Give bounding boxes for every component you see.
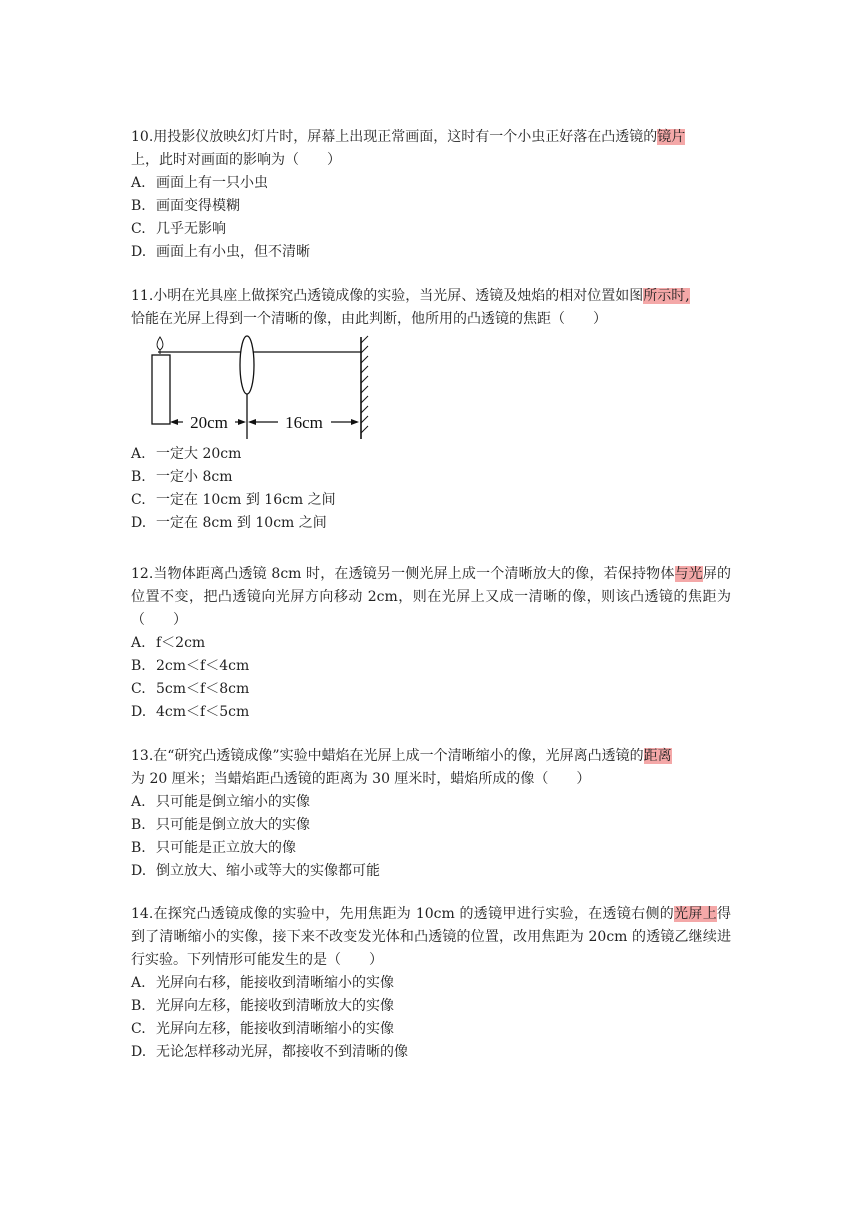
left-distance-label: 20cm bbox=[190, 413, 228, 432]
option-text: 2cm＜f＜4cm bbox=[156, 658, 250, 674]
convex-lens bbox=[240, 336, 254, 394]
option-text: 5cm＜f＜8cm bbox=[156, 681, 250, 697]
question-11 bbox=[131, 285, 731, 535]
option-label: A. bbox=[131, 635, 146, 651]
highlighted-text: 镜片 bbox=[657, 129, 686, 145]
option-a bbox=[131, 443, 731, 466]
option-label: B. bbox=[131, 198, 146, 214]
option-text: 光屏向左移，能接收到清晰缩小的实像 bbox=[156, 1021, 394, 1037]
option-text: 一定小 8cm bbox=[156, 469, 233, 485]
stem-text-continued: 恰能在光屏上得到一个清晰的像，由此判断，他所用的凸透镜的焦距（ ） bbox=[131, 311, 607, 327]
option-text: 光屏向左移，能接收到清晰放大的实像 bbox=[156, 998, 394, 1014]
option-d bbox=[131, 860, 731, 883]
option-label: A. bbox=[131, 175, 146, 191]
highlighted-text: 与光 bbox=[674, 566, 703, 582]
question-13 bbox=[131, 745, 731, 883]
option-d bbox=[131, 512, 731, 535]
question-12 bbox=[131, 563, 731, 724]
right-distance-label: 16cm bbox=[285, 413, 323, 432]
question-14 bbox=[131, 903, 731, 1064]
option-label: D. bbox=[131, 1044, 147, 1060]
stem-text: 13.在“研究凸透镜成像”实验中蜡焰在光屏上成一个清晰缩小的像，光屏离凸透镜的 bbox=[131, 748, 644, 764]
option-b bbox=[131, 814, 731, 837]
option-label: B. bbox=[131, 817, 146, 833]
question-stem bbox=[131, 745, 731, 791]
option-label: A. bbox=[131, 975, 146, 991]
option-b bbox=[131, 466, 731, 489]
optics-bench-diagram bbox=[131, 335, 381, 441]
option-label: C. bbox=[131, 221, 146, 237]
option-c bbox=[131, 218, 731, 241]
option-label: B. bbox=[131, 658, 146, 674]
option-text: 画面上有一只小虫 bbox=[156, 175, 268, 191]
option-text: 几乎无影响 bbox=[156, 221, 226, 237]
option-text: 一定大 20cm bbox=[156, 446, 242, 462]
option-text: 一定在 8cm 到 10cm 之间 bbox=[156, 515, 327, 531]
option-a bbox=[131, 791, 731, 814]
option-label: D. bbox=[131, 863, 147, 879]
stem-text-continued: 屏的位置不变，把凸透镜向光屏方向移动 2cm，则在光屏上又成一清晰的像，则该凸透镜的焦距为（ ） bbox=[131, 566, 732, 628]
option-label: A. bbox=[131, 446, 146, 462]
option-b bbox=[131, 195, 731, 218]
highlighted-text: 所示时, bbox=[643, 288, 690, 304]
option-d bbox=[131, 701, 731, 724]
option-d bbox=[131, 241, 731, 264]
stem-text: 12.当物体距离凸透镜 8cm 时，在透镜另一侧光屏上成一个清晰放大的像，若保持物体 bbox=[131, 566, 675, 582]
option-c bbox=[131, 489, 731, 512]
option-a bbox=[131, 632, 731, 655]
option-c bbox=[131, 837, 731, 860]
option-b bbox=[131, 995, 731, 1018]
question-stem bbox=[131, 563, 731, 632]
option-label: C. bbox=[131, 1021, 146, 1037]
screen-hatching bbox=[361, 336, 368, 433]
option-label: A. bbox=[131, 794, 146, 810]
option-label: B. bbox=[131, 469, 146, 485]
option-a bbox=[131, 172, 731, 195]
option-label: D. bbox=[131, 704, 147, 720]
candle-flame-icon bbox=[157, 337, 163, 350]
option-label: C. bbox=[131, 492, 146, 508]
highlighted-text: 光屏上 bbox=[674, 906, 718, 922]
option-c bbox=[131, 678, 731, 701]
option-text: f＜2cm bbox=[156, 635, 206, 651]
question-10 bbox=[131, 126, 731, 264]
option-text: 一定在 10cm 到 16cm 之间 bbox=[156, 492, 336, 508]
option-text: 画面变得模糊 bbox=[156, 198, 240, 214]
option-label: B. bbox=[131, 840, 146, 856]
option-label: C. bbox=[131, 681, 146, 697]
stem-text-continued: 为 20 厘米；当蜡焰距凸透镜的距离为 30 厘米时，蜡焰所成的像（ ） bbox=[131, 771, 591, 787]
option-label: B. bbox=[131, 998, 146, 1014]
option-text: 光屏向右移，能接收到清晰缩小的实像 bbox=[156, 975, 394, 991]
highlighted-text: 距离 bbox=[643, 748, 672, 764]
option-text: 只可能是正立放大的像 bbox=[156, 840, 296, 856]
option-text: 只可能是倒立放大的实像 bbox=[156, 817, 310, 833]
option-text: 倒立放大、缩小或等大的实像都可能 bbox=[156, 863, 380, 879]
option-a bbox=[131, 972, 731, 995]
candle-body bbox=[152, 355, 170, 424]
option-label: D. bbox=[131, 244, 147, 260]
stem-text: 10.用投影仪放映幻灯片时，屏幕上出现正常画面，这时有一个小虫正好落在凸透镜的 bbox=[131, 129, 658, 145]
stem-text: 14.在探究凸透镜成像的实验中，先用焦距为 10cm 的透镜甲进行实验，在透镜右侧的 bbox=[131, 906, 675, 922]
stem-text-continued: 得到了清晰缩小的实像，接下来不改变发光体和凸透镜的位置，改用焦距为 20cm 的透镜乙继续进行实验。下列情形可能发生的是（ ） bbox=[131, 906, 732, 968]
question-stem bbox=[131, 903, 731, 972]
option-text: 只可能是倒立缩小的实像 bbox=[156, 794, 310, 810]
question-stem bbox=[131, 126, 731, 172]
stem-text-continued: 上，此时对画面的影响为（ ） bbox=[131, 152, 341, 168]
option-label: D. bbox=[131, 515, 147, 531]
option-text: 无论怎样移动光屏，都接收不到清晰的像 bbox=[156, 1044, 408, 1060]
question-stem bbox=[131, 285, 731, 331]
stem-text: 11.小明在光具座上做探究凸透镜成像的实验，当光屏、透镜及烛焰的相对位置如图 bbox=[131, 288, 644, 304]
option-d bbox=[131, 1041, 731, 1064]
option-c bbox=[131, 1018, 731, 1041]
option-text: 4cm＜f＜5cm bbox=[156, 704, 250, 720]
option-b bbox=[131, 655, 731, 678]
option-text: 画面上有小虫，但不清晰 bbox=[156, 244, 310, 260]
